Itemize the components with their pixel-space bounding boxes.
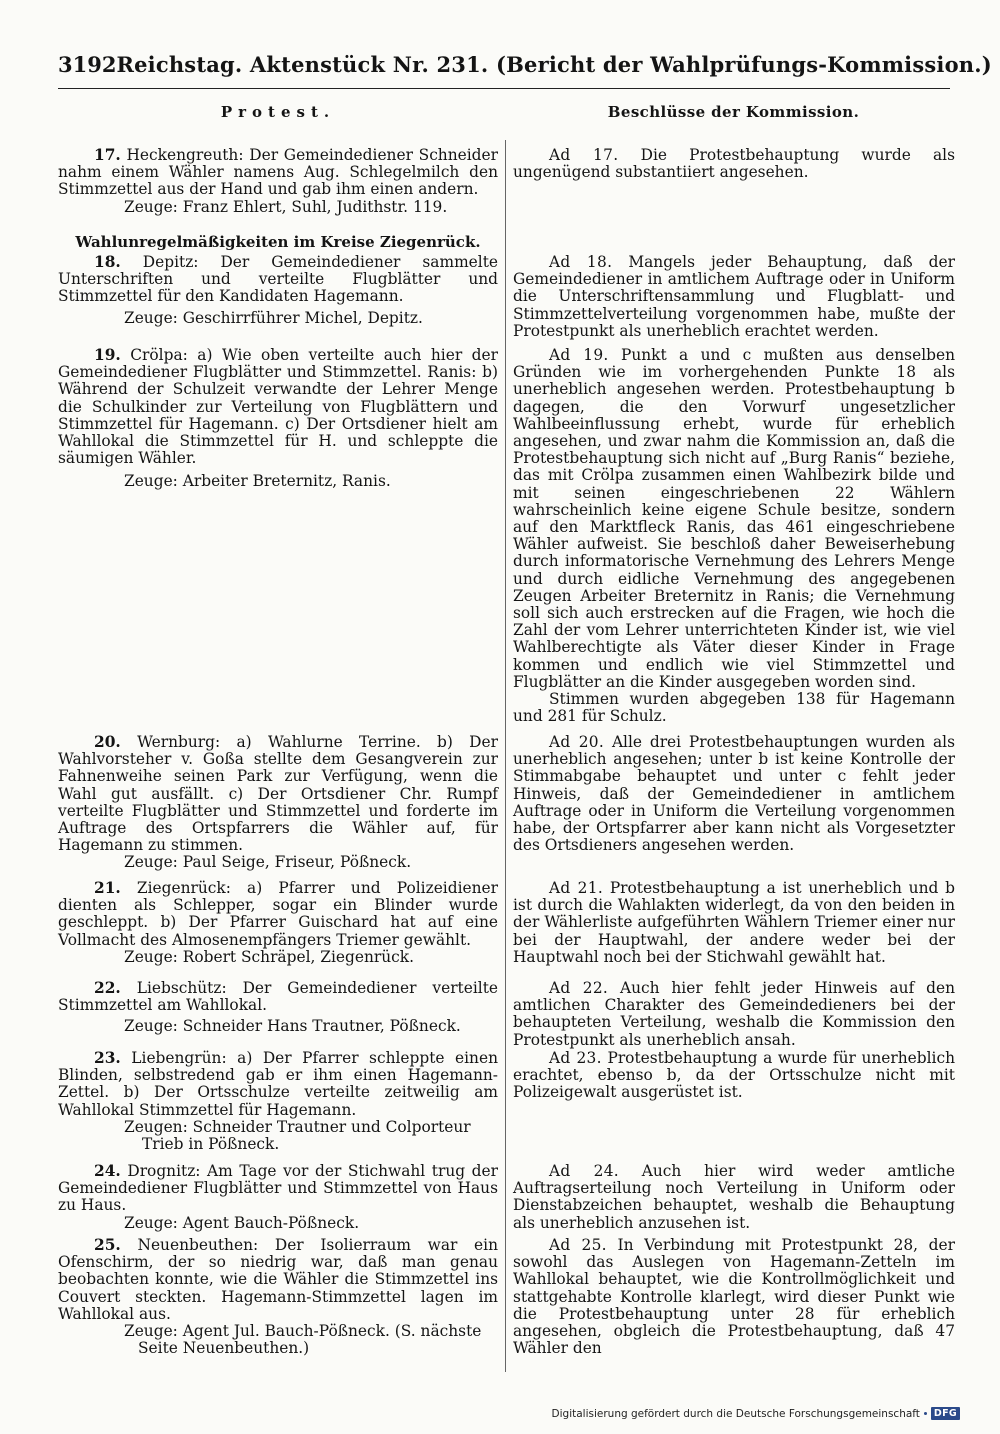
protest-item-20 xyxy=(58,734,498,872)
decision-item-23 xyxy=(513,1050,955,1102)
decision-label: Ad 20. xyxy=(549,733,605,751)
decision-text: Alle drei Protestbehauptungen wurden als unerheblich angesehen; unter b ist keine Kontrolle der Stimmabgabe behauptet und unter c fehlt jeder Hinweis, daß der Gemeindediener in amtlichem Auftrage oder in Uniform die Verteilung vorgenommen habe, der Ortspfarrer aber kann nicht als Vorgesetzter des Ortsdieners angesehen werden. xyxy=(513,733,955,855)
decision-label: Ad 19. xyxy=(549,346,609,364)
left-column-heading: Protest. xyxy=(220,103,336,121)
item-number: 23. xyxy=(94,1049,121,1067)
decision-label: Ad 18. xyxy=(549,253,613,271)
protest-item-21 xyxy=(58,880,498,966)
protest-text: Neuenbeuthen: Der Isolierraum war ein Ofenschirm, der so niedrig war, daß man genau beobachten konnte, wie die Wähler die Stimmzettel ins Couvert steckten. Hagemann-Stimmzettel lagen im Wahllokal aus. xyxy=(58,1236,498,1323)
item-number: 25. xyxy=(94,1236,121,1254)
protest-item-19 xyxy=(58,347,498,491)
decision-item-21 xyxy=(513,880,955,966)
protest-item-25 xyxy=(58,1237,498,1357)
protest-text: Ziegenrück: a) Pfarrer und Polizeidiener dienten als Schlepper, sogar ein Blinder wurde geschleppt. b) Der Pfarrer Guischard hat auf eine Vollmacht des Almosenempfängers Triemer gewählt. xyxy=(58,879,498,949)
item-number: 18. xyxy=(94,253,121,271)
decision-text: Auch hier wird weder amtliche Auftragserteilung noch Verteilung in Uniform oder Dienstabzeichen behauptet, weshalb die Behauptung als unerheblich anzusehen ist. xyxy=(513,1162,955,1232)
decision-item-17 xyxy=(513,147,955,181)
decision-label: Ad 24. xyxy=(549,1162,619,1180)
decision-item-25 xyxy=(513,1237,955,1357)
decision-item-20 xyxy=(513,734,955,854)
decision-text: Mangels jeder Behauptung, daß der Gemeindediener in amtlichem Auftrage oder in Uniform die Unterschriftensammlung und Flugblatt- und Stimmzettelverteilung vorgenommen habe, mußte der Protestpunkt als unerheblich erachtet werden. xyxy=(513,253,955,340)
protest-item-23 xyxy=(58,1050,498,1153)
decision-item-18 xyxy=(513,254,955,340)
witness-line: Zeuge: Schneider Hans Trautner, Pößneck. xyxy=(124,1017,461,1036)
decision-text: Protestbehauptung a wurde für unerheblich erachtet, ebenso b, da der Ortsschulze nicht mit Polizeigewalt ausgerüstet ist. xyxy=(513,1049,955,1102)
protest-item-18 xyxy=(58,254,498,327)
decision-label: Ad 25. xyxy=(549,1236,607,1254)
witness-line-continued: Seite Neuenbeuthen.) xyxy=(138,1339,310,1358)
decision-item-22 xyxy=(513,980,955,1049)
witness-line: Zeuge: Robert Schräpel, Ziegenrück. xyxy=(124,947,414,966)
decision-text: Punkt a und c mußten aus denselben Gründen wie im vorhergehenden Punkte 18 als unerheblich angesehen werden. Protestbehauptung b dagegen, die den Vorwurf ungesetzlicher Wahlbeeinflussung erhebt, wurde für erheblich angesehen, und zwar nahm die Kommission an, daß die Protestbehauptung sich nicht auf „Burg Ranis“ beziehe, das mit Crölpa zusammen einen Wahlbezirk bilde und mit seinen eingeschriebenen 22 Wählern wahrscheinlich keine eigene Schule besitze, sondern auf den Marktfleck Ranis, das 461 eingeschriebene Wähler aufweist. Sie beschloß daher Beweiserhebung durch informatorische Vernehmung des Lehrers Menge und durch eidliche Vernehmung des angegebenen Zeugen Arbeiter Breternitz in Ranis; die Vernehmung soll sich auch erstrecken auf die Fragen, wie hoch die Zahl der vom Lehrer unterrichteten Kinder ist, wie viel Wahlberechtigte als Väter dieser Kinder in Frage kommen und endlich wie viel Stimmzettel und Flugblätter an die Kinder ausgegeben worden sind. xyxy=(513,346,955,691)
witness-line: Zeuge: Agent Bauch-Pößneck. xyxy=(124,1213,360,1232)
protest-text: Drognitz: Am Tage vor der Stichwahl trug der Gemeindediener Flugblätter und Stimmzettel von Haus zu Haus. xyxy=(58,1162,498,1215)
decision-text: Die Protestbehauptung wurde als ungenügend substantiiert angesehen. xyxy=(513,146,955,182)
witness-line: Zeugen: Schneider Trautner und Colporteur xyxy=(124,1117,471,1136)
witness-line-continued: Trieb in Pößneck. xyxy=(142,1135,280,1154)
decision-label: Ad 17. xyxy=(549,146,619,164)
protest-text: Liebengrün: a) Der Pfarrer schleppte einen Blinden, selbstredend gab er ihm einen Hagemann-Zettel. b) Der Ortsschulze verteilte zeitweilig am Wahllokal Stimmzettel für Hagemann. xyxy=(58,1049,498,1119)
witness-line: Zeuge: Paul Seige, Friseur, Pößneck. xyxy=(124,853,412,872)
dfg-logo: DFG xyxy=(931,1407,960,1420)
decision-label: Ad 21. xyxy=(549,879,604,897)
protest-text: Crölpa: a) Wie oben verteilte auch hier der Gemeindediener Flugblätter und Stimmzettel. Ranis: b) Während der Schulzeit verwandte der Lehrer Menge die Schulkinder zur Verteilung von Flugblättern und Stimmzettel für Hagemann. c) Der Ortsdiener hielt am Wahllokal die Stimmzettel für H. und schleppte die säumigen Wähler. xyxy=(58,346,498,468)
protest-text: Liebschütz: Der Gemeindediener verteilte Stimmzettel am Wahllokal. xyxy=(58,979,498,1015)
page-number: 3192 xyxy=(58,52,117,77)
decision-text: In Verbindung mit Protestpunkt 28, der sowohl das Auslegen von Hagemann-Zetteln im Wahllokal behauptet, wie die Kontrollmöglichkeit und stattgehabte Kontrolle klarlegt, wird dieser Punkt wie die Protestbehauptung unter 28 für erheblich angesehen, obgleich die Protestbehauptung, daß 47 Wähler den xyxy=(513,1236,955,1358)
protest-text: Heckengreuth: Der Gemeindediener Schneider nahm einem Wähler namens Aug. Schlegelmilch den Stimmzettel aus der Hand und gab ihm einen andern. xyxy=(58,146,498,199)
item-number: 22. xyxy=(94,979,121,997)
item-number: 24. xyxy=(94,1162,121,1180)
decision-item-19 xyxy=(513,347,955,725)
witness-line: Zeuge: Arbeiter Breternitz, Ranis. xyxy=(124,472,391,491)
right-column-heading: Beschlüsse der Kommission. xyxy=(607,103,860,121)
item-number: 19. xyxy=(94,346,121,364)
item-number: 20. xyxy=(94,733,121,751)
witness-line: Zeuge: Geschirrführer Michel, Depitz. xyxy=(124,308,423,327)
digitization-footer xyxy=(552,1407,960,1420)
decision-label: Ad 22. xyxy=(549,979,609,997)
protest-text: Wernburg: a) Wahlurne Terrine. b) Der Wahlvorsteher v. Goßa stellte dem Gesangverein zur Fahnenweihe seinen Park zur Verfügung, wenn die Wahl gut ausfällt. c) Der Ortsdiener Chr. Rumpf verteilte Flugblätter und Stimmzettel und forderte im Auftrage des Ortspfarrers die Wähler auf, für Hagemann zu stimmen. xyxy=(58,733,498,855)
page-header xyxy=(58,52,992,89)
item-number: 17. xyxy=(94,146,121,164)
witness-line: Zeuge: Franz Ehlert, Suhl, Judithstr. 119. xyxy=(124,197,448,216)
section-title: Wahlunregelmäßigkeiten im Kreise Ziegenrück. xyxy=(75,233,481,251)
decision-text-vote-count: Stimmen wurden abgegeben 138 für Hagemann und 281 für Schulz. xyxy=(513,690,955,726)
decision-label: Ad 23. xyxy=(549,1049,602,1067)
decision-item-24 xyxy=(513,1163,955,1232)
decision-text: Protestbehauptung a ist unerheblich und b ist durch die Wahlakten widerlegt, da von den beiden in der Wählerliste aufgeführten Wählern Triemer einer nur bei der Hauptwahl, der andere weder bei der Hauptwahl noch bei der Stichwahl gewählt hat. xyxy=(513,879,955,966)
witness-line: Zeuge: Agent Jul. Bauch-Pößneck. (S. nächste xyxy=(124,1322,482,1341)
decision-text: Auch hier fehlt jeder Hinweis auf den amtlichen Charakter des Gemeindedieners bei der behaupteten Verteilung, weshalb die Kommission den Protestpunkt als unerheblich ansah. xyxy=(513,979,955,1049)
protest-text: Depitz: Der Gemeindediener sammelte Unterschriften und verteilte Flugblätter und Stimmzettel für den Kandidaten Hagemann. xyxy=(58,253,498,306)
separator-dot-icon xyxy=(924,1412,927,1415)
running-title: Reichstag. Aktenstück Nr. 231. (Bericht der Wahlprüfungs-Kommission.) xyxy=(116,52,992,77)
column-divider xyxy=(505,140,506,1372)
item-number: 21. xyxy=(94,879,121,897)
protest-item-24 xyxy=(58,1163,498,1232)
protest-item-17 xyxy=(58,147,498,216)
protest-item-22 xyxy=(58,980,498,1036)
footer-credit-text: Digitalisierung gefördert durch die Deutsche Forschungsgemeinschaft xyxy=(551,1407,920,1420)
